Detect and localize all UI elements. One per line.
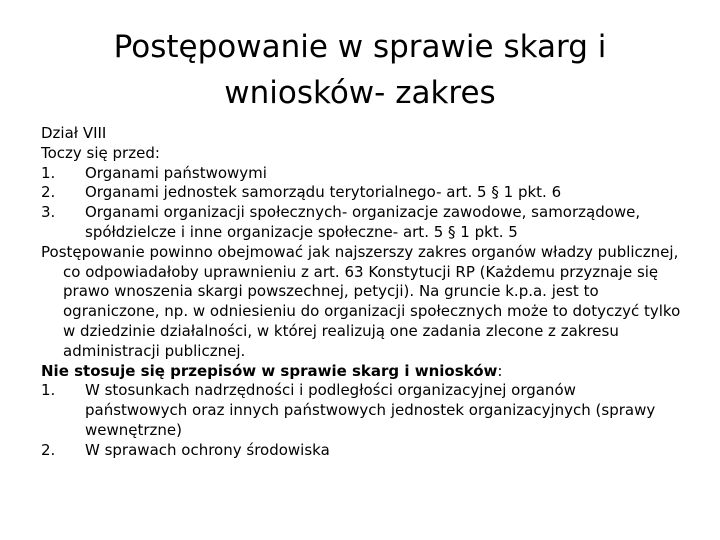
list-item [41,183,681,203]
list-item-text: W sprawach ochrony środowiska [85,440,330,459]
slide-body [41,124,681,461]
list-item-number: 3. [41,203,56,222]
scope-paragraph: Postępowanie powinno obejmować jak najszerszy zakres organów władzy publicznej, co odpowiadałoby uprawnieniu z art. 63 Konstytucji RP (Każdemu przyznaje się prawo wnoszenia skargi powszechnej, petycji). Na gruncie k.p.a. jest to ograniczone, np. w odniesieniu do organizacji społecznych może to dotyczyć tylko w dziedzinie działalności, w której realizują one zadania zlecone z zakresu administracji publicznej. [41,242,681,360]
list-item-text: W stosunkach nadrzędności i podległości organizacyjnej organów państwowych oraz innych państwowych jednostek organizacyjnych (sprawy wewnętrzne) [85,381,656,439]
list-item-number: 2. [41,183,56,202]
list-item [41,203,681,243]
intro-text: Toczy się przed: [41,143,160,162]
list-item-number: 1. [41,381,56,400]
list-item [41,164,681,184]
list-item-number: 2. [41,440,56,459]
list-item-number: 1. [41,163,56,182]
exclusions-heading [41,362,681,382]
exclusions-heading-bold: Nie stosuje się przepisów w sprawie skarg i wniosków [41,361,498,380]
slide-title-line-2: wniosków- zakres [224,75,496,111]
section-label: Dział VIII [41,124,107,142]
slide-title [60,24,660,116]
list-item-text: Organami jednostek samorządu terytorialnego- art. 5 § 1 pkt. 6 [85,183,562,202]
slide-title-line-1: Postępowanie w sprawie skarg i [113,29,607,65]
list-item [41,441,681,461]
list-item [41,381,681,440]
list-item-text: Organami organizacji społecznych- organizacje zawodowe, samorządowe, spółdzielcze i inne organizacje społeczne- art. 5 § 1 pkt. 5 [85,203,641,241]
list-item-text: Organami państwowymi [85,163,267,182]
exclusions-heading-colon: : [497,361,503,380]
